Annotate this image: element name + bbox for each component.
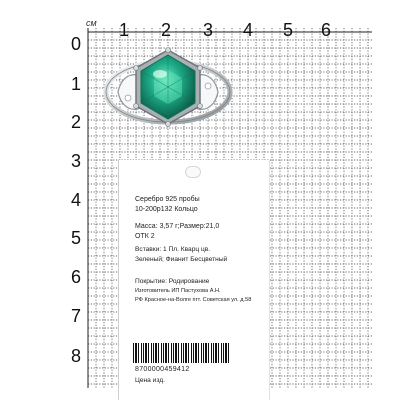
ruler-top-0: 0: [70, 34, 82, 54]
ruler-left-1: 1: [70, 74, 82, 94]
ruler-left-5: 5: [70, 228, 82, 248]
ruler-left-2: 2: [70, 112, 82, 132]
ruler-left-6: 6: [70, 267, 82, 287]
ruler-unit-label: см: [86, 18, 97, 28]
tag-line-article: 10-200р132 Кольцо: [135, 206, 198, 213]
ruler-left-3: 3: [70, 151, 82, 171]
ruler-top-1: 1: [118, 20, 130, 40]
tag-coating: Покрытие: Родирование: [135, 278, 210, 285]
ruler-top-4: 4: [242, 20, 254, 40]
tag-line-metal: Серебро 925 пробы: [135, 196, 200, 203]
tag-maker-1: Изготовитель ИП Пастухова А.Н.: [135, 288, 221, 294]
tag-inserts-2: Зеленый; Фианит Бесцветный: [135, 256, 228, 263]
ruler-top-2: 2: [160, 20, 172, 40]
ruler-top-6: 6: [320, 20, 332, 40]
tag-maker-2: РФ Красное-на-Волге пгт. Советская ул. д.58: [135, 297, 252, 303]
price-label: Цена изд.: [135, 377, 165, 384]
ruler-left-4: 4: [70, 190, 82, 210]
ruler-left-8: 8: [70, 346, 82, 366]
tag-inserts-1: Вставки: 1 Пл. Кварц цв.: [135, 246, 211, 253]
ruler-top-5: 5: [282, 20, 294, 40]
barcode-number: 8700000459412: [135, 366, 190, 373]
tag-weight-size: Масса: 3,57 г;Размер:21,0: [135, 223, 220, 230]
ruler-left-7: 7: [70, 306, 82, 326]
ruler-top-3: 3: [202, 20, 214, 40]
tag-otk: ОТК 2: [135, 233, 155, 240]
